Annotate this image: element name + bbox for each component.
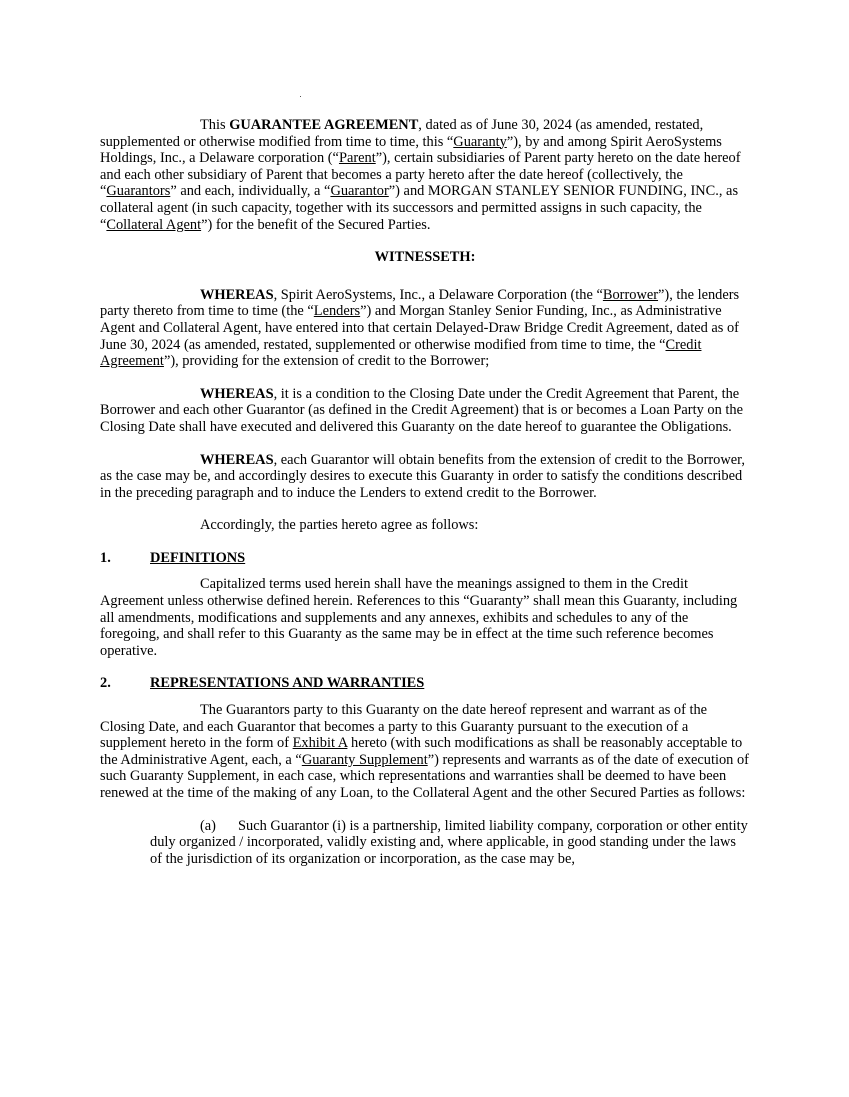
section-2-heading	[100, 675, 750, 692]
text-run: This	[200, 117, 230, 133]
text-run: ”), certain subsidiaries of Parent party hereto on the date hereof and each other subsidiary of Parent that becomes a party hereto after the date hereof (collectively, the “	[100, 150, 741, 200]
intro-paragraph	[100, 117, 750, 233]
text-run: , dated as of June 30, 2024 (as amended, restated, supplemented or otherwise modified from time to time, this “	[100, 117, 704, 150]
text-run: , it is a condition to the Closing Date under the Credit Agreement that Parent, the Borrower and each other Guarantor (as defined in the Credit Agreement) that is or becomes a Loan Party on the Closing Date shall have executed and delivered this Guaranty on the date hereof to guarantee the Obligations.	[100, 385, 743, 435]
whereas-label: WHEREAS	[200, 286, 274, 303]
representations-paragraph	[100, 702, 750, 802]
whereas-label: WHEREAS	[200, 385, 274, 402]
section-number: 2.	[100, 675, 111, 692]
text-run: , each Guarantor will obtain benefits from the extension of credit to the Borrower, as the case may be, and accordingly desires to execute this Guaranty in order to satisfy the conditions described in the preceding paragraph and to induce the Lenders to extend credit to the Borrower.	[100, 451, 745, 501]
text-run: The Guarantors party to this Guaranty on the date hereof represent and warrant as of the Closing Date, and each Guarantor that becomes a party to this Guaranty pursuant to the execution of a supplement hereto in the form of	[100, 702, 708, 752]
whereas-paragraph-3	[100, 452, 750, 502]
defined-term-credit-agreement: Credit Agreement	[100, 336, 702, 370]
section-title: DEFINITIONS	[150, 549, 246, 566]
text-run: ”) and MORGAN STANLEY SENIOR FUNDING, INC., as collateral agent (in such capacity, together with its successors and permitted assigns in such capacity, the “	[100, 183, 739, 233]
clause-text: Such Guarantor (i) is a partnership, limited liability company, corporation or other entity duly organized / incorporated, validly existing and, where applicable, in good standing under the laws of the jurisdiction of its organization or incorporation, as the case may be,	[150, 817, 748, 867]
clause-label: (a)	[200, 817, 216, 834]
defined-term-guarantor: Guarantor	[330, 183, 389, 200]
text-run: hereto (with such modifications as shall be reasonably acceptable to the Administrative Agent, each, a “	[100, 735, 743, 768]
agreement-title: GUARANTEE AGREEMENT	[229, 117, 419, 133]
text-run: ”), by and among Spirit AeroSystems Holdings, Inc., a Delaware corporation (“	[100, 133, 722, 167]
section-1-heading	[100, 550, 750, 567]
document-body	[100, 117, 750, 867]
text-run: ” and each, individually, a “	[170, 183, 331, 200]
defined-term-lenders: Lenders	[313, 303, 361, 320]
defined-term-collateral-agent: Collateral Agent	[106, 216, 202, 233]
text-run: ”) and Morgan Stanley Senior Funding, Inc., as Administrative Agent and Collateral Agent, have entered into that certain Delayed-Draw Bridge Credit Agreement, dated as of June 30, 2024 (as amended, restated, supplemented or otherwise modified from time to time, the “	[100, 303, 739, 353]
whereas-paragraph-1	[100, 287, 750, 370]
exhibit-a-reference: Exhibit A	[292, 735, 348, 752]
defined-term-guaranty-supplement: Guaranty Supplement	[301, 751, 428, 768]
defined-term-borrower: Borrower	[602, 286, 659, 303]
section-number: 1.	[100, 549, 111, 566]
text-run: ”), providing for the extension of credit to the Borrower;	[163, 353, 490, 370]
definitions-paragraph: Capitalized terms used herein shall have the meanings assigned to them in the Credit Agreement unless otherwise defined herein. References to this “Guaranty” shall mean this Guaranty, including all amendments, modifications and supplements and any annexes, exhibits and schedules to any of the foregoing, and shall refer to this Guaranty as the same may be in effect at the time such reference becomes operative.	[100, 576, 738, 659]
stray-mark	[300, 96, 301, 97]
text-run: ”) represents and warrants as of the date of execution of such Guaranty Supplement, in each case, which representations and warranties shall be deemed to have been renewed at the time of the making of any Loan, to the Collateral Agent and the other Secured Parties as follows:	[100, 751, 749, 801]
accordingly-paragraph: Accordingly, the parties hereto agree as follows:	[200, 517, 479, 534]
text-run: ”), the lenders party thereto from time to time (the “	[100, 286, 740, 320]
defined-term-guaranty: Guaranty	[453, 133, 507, 150]
defined-term-parent: Parent	[338, 150, 376, 167]
whereas-paragraph-2	[100, 386, 750, 436]
whereas-label: WHEREAS	[200, 451, 274, 468]
defined-term-guarantors: Guarantors	[106, 183, 171, 200]
section-title: REPRESENTATIONS AND WARRANTIES	[150, 675, 425, 692]
clause-a-paragraph	[150, 818, 750, 868]
witnesseth-heading: WITNESSETH:	[374, 249, 476, 266]
text-run: ”) for the benefit of the Secured Parties.	[201, 216, 431, 233]
text-run: , Spirit AeroSystems, Inc., a Delaware Corporation (the “	[273, 286, 603, 303]
